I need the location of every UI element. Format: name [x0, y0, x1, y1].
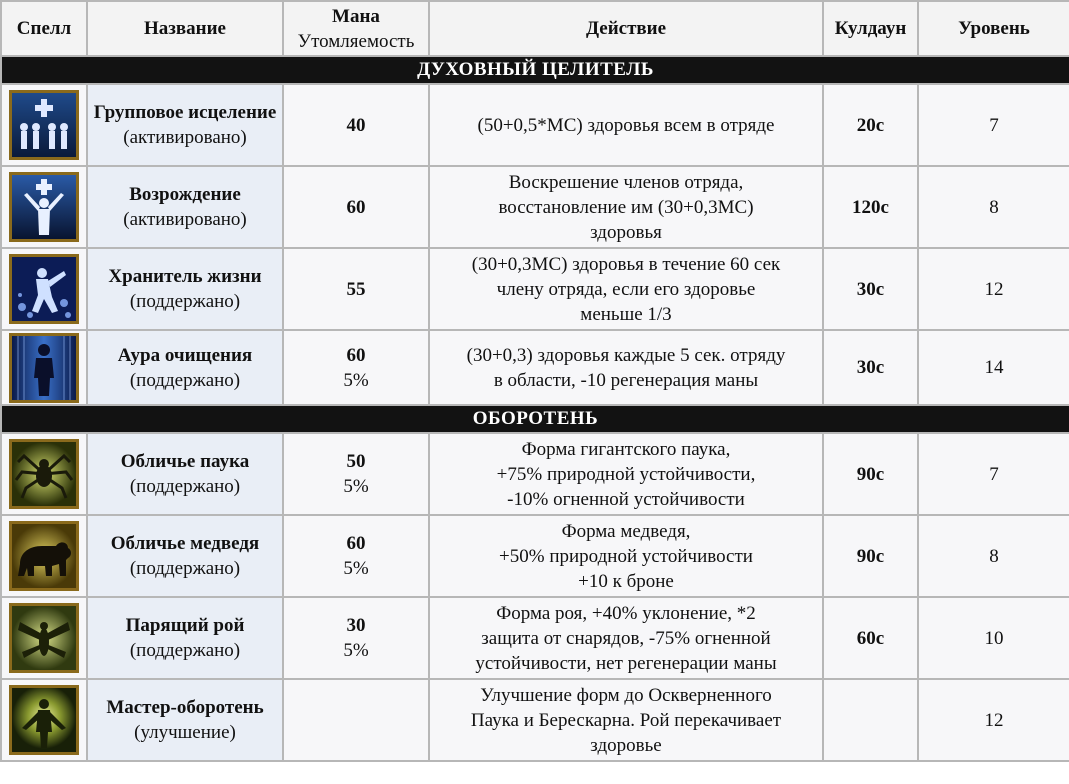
col-header-cooldown: Кулдаун — [823, 1, 918, 56]
spell-effect — [429, 330, 823, 405]
spell-effect — [429, 84, 823, 166]
mana-cost: 60 — [346, 533, 366, 554]
life-guardian-icon — [9, 254, 79, 324]
col-header-mana — [283, 1, 429, 56]
spell-row — [1, 166, 1069, 248]
spell-name: Обличье паука — [120, 451, 250, 472]
cooldown: 20с — [823, 84, 918, 166]
effect-line: восстановление им (30+0,3МС) — [498, 196, 754, 218]
col-header-level: Уровень — [918, 1, 1069, 56]
spell-type: (поддержано) — [129, 640, 241, 661]
swarm-form-icon — [9, 603, 79, 673]
spell-type: (активировано) — [123, 127, 247, 148]
spell-row — [1, 597, 1069, 679]
effect-line: (30+0,3) здоровья каждые 5 сек. отряду — [466, 344, 786, 366]
effect-line: Форма гигантского паука, — [521, 438, 731, 460]
level: 12 — [918, 248, 1069, 330]
level: 8 — [918, 515, 1069, 597]
spell-effect — [429, 166, 823, 248]
col-header-spell: Спелл — [1, 1, 87, 56]
spell-name: Групповое исцеление — [93, 102, 277, 123]
effect-line: меньше 1/3 — [580, 303, 672, 325]
col-header-name: Название — [87, 1, 283, 56]
spell-name: Мастер-оборотень — [106, 697, 264, 718]
cooldown: 90с — [823, 515, 918, 597]
section-header-shapeshifter — [1, 405, 1069, 433]
spell-type: (активировано) — [123, 209, 247, 230]
section-header-spirit-healer — [1, 56, 1069, 84]
spell-name: Хранитель жизни — [108, 266, 262, 287]
spell-type: (поддержано) — [129, 291, 241, 312]
header-row — [1, 1, 1069, 56]
fatigue-cost: 5% — [343, 640, 369, 661]
purification-aura-icon — [9, 333, 79, 403]
spell-effect — [429, 433, 823, 515]
spell-type: (улучшение) — [134, 722, 236, 743]
effect-line: Воскрешение членов отряда, — [508, 171, 744, 193]
bear-form-icon — [9, 521, 79, 591]
spell-type: (поддержано) — [129, 369, 241, 391]
effect-line: Улучшение форм до Оскверненного — [480, 684, 772, 706]
master-shapeshifter-icon — [9, 685, 79, 755]
fatigue-label: Утомляемость — [297, 30, 415, 52]
cooldown: 30с — [823, 330, 918, 405]
spider-form-icon — [9, 439, 79, 509]
effect-line: +50% природной устойчивости — [499, 545, 753, 567]
level: 10 — [918, 597, 1069, 679]
level: 12 — [918, 679, 1069, 761]
effect-line: -10% огненной устойчивости — [507, 488, 745, 510]
fatigue-cost: 5% — [343, 369, 369, 391]
mana-cost: 60 — [346, 196, 366, 218]
spell-name: Аура очищения — [117, 344, 253, 366]
section-title: ДУХОВНЫЙ ЦЕЛИТЕЛЬ — [1, 56, 1069, 84]
mana-cost: 60 — [346, 344, 366, 366]
cooldown: 60с — [823, 597, 918, 679]
level: 7 — [918, 84, 1069, 166]
mana-cost: 50 — [346, 451, 366, 472]
spell-row — [1, 248, 1069, 330]
level: 14 — [918, 330, 1069, 405]
spell-name: Обличье медведя — [110, 533, 260, 554]
cooldown: 90с — [823, 433, 918, 515]
spell-row — [1, 515, 1069, 597]
spell-name: Возрождение — [129, 184, 241, 205]
effect-line: в области, -10 регенерация маны — [493, 369, 759, 391]
spell-row — [1, 433, 1069, 515]
fatigue-cost: 5% — [343, 558, 369, 579]
effect-line: (30+0,3МС) здоровья в течение 60 сек — [471, 253, 781, 275]
resurrection-icon — [9, 172, 79, 242]
cooldown: 120с — [823, 166, 918, 248]
mana-cost: 40 — [346, 114, 366, 136]
level: 7 — [918, 433, 1069, 515]
mana-cost: 30 — [346, 615, 366, 636]
effect-line: защита от снарядов, -75% огненной — [481, 627, 771, 649]
effect-line: здоровье — [590, 734, 662, 756]
group-heal-icon — [9, 90, 79, 160]
effect-line: +10 к броне — [578, 570, 674, 592]
cooldown: 30с — [823, 248, 918, 330]
spell-type: (поддержано) — [129, 476, 241, 497]
spell-type: (поддержано) — [129, 558, 241, 579]
section-title: ОБОРОТЕНЬ — [1, 405, 1069, 433]
effect-line: члену отряда, если его здоровье — [496, 278, 756, 300]
spell-name: Парящий рой — [125, 615, 245, 636]
spell-effect — [429, 515, 823, 597]
spell-effect — [429, 679, 823, 761]
spell-row — [1, 330, 1069, 405]
cooldown — [823, 679, 918, 761]
col-header-effect: Действие — [429, 1, 823, 56]
spell-effect — [429, 597, 823, 679]
effect-line: +75% природной устойчивости, — [496, 463, 756, 485]
level: 8 — [918, 166, 1069, 248]
effect-line: Паука и Берескарна. Рой перекачивает — [470, 709, 782, 731]
spell-effect — [429, 248, 823, 330]
spell-row — [1, 679, 1069, 761]
effect-line: здоровья — [590, 221, 662, 243]
effect-line: Форма медведя, — [561, 520, 691, 542]
effect-line: (50+0,5*МС) здоровья всем в отряде — [477, 114, 775, 136]
spell-row — [1, 84, 1069, 166]
effect-line: устойчивости, нет регенерации маны — [475, 652, 777, 674]
fatigue-cost: 5% — [343, 476, 369, 497]
mana-label: Мана — [332, 5, 380, 27]
mana-cost: 55 — [346, 278, 366, 300]
effect-line: Форма роя, +40% уклонение, *2 — [496, 602, 756, 624]
